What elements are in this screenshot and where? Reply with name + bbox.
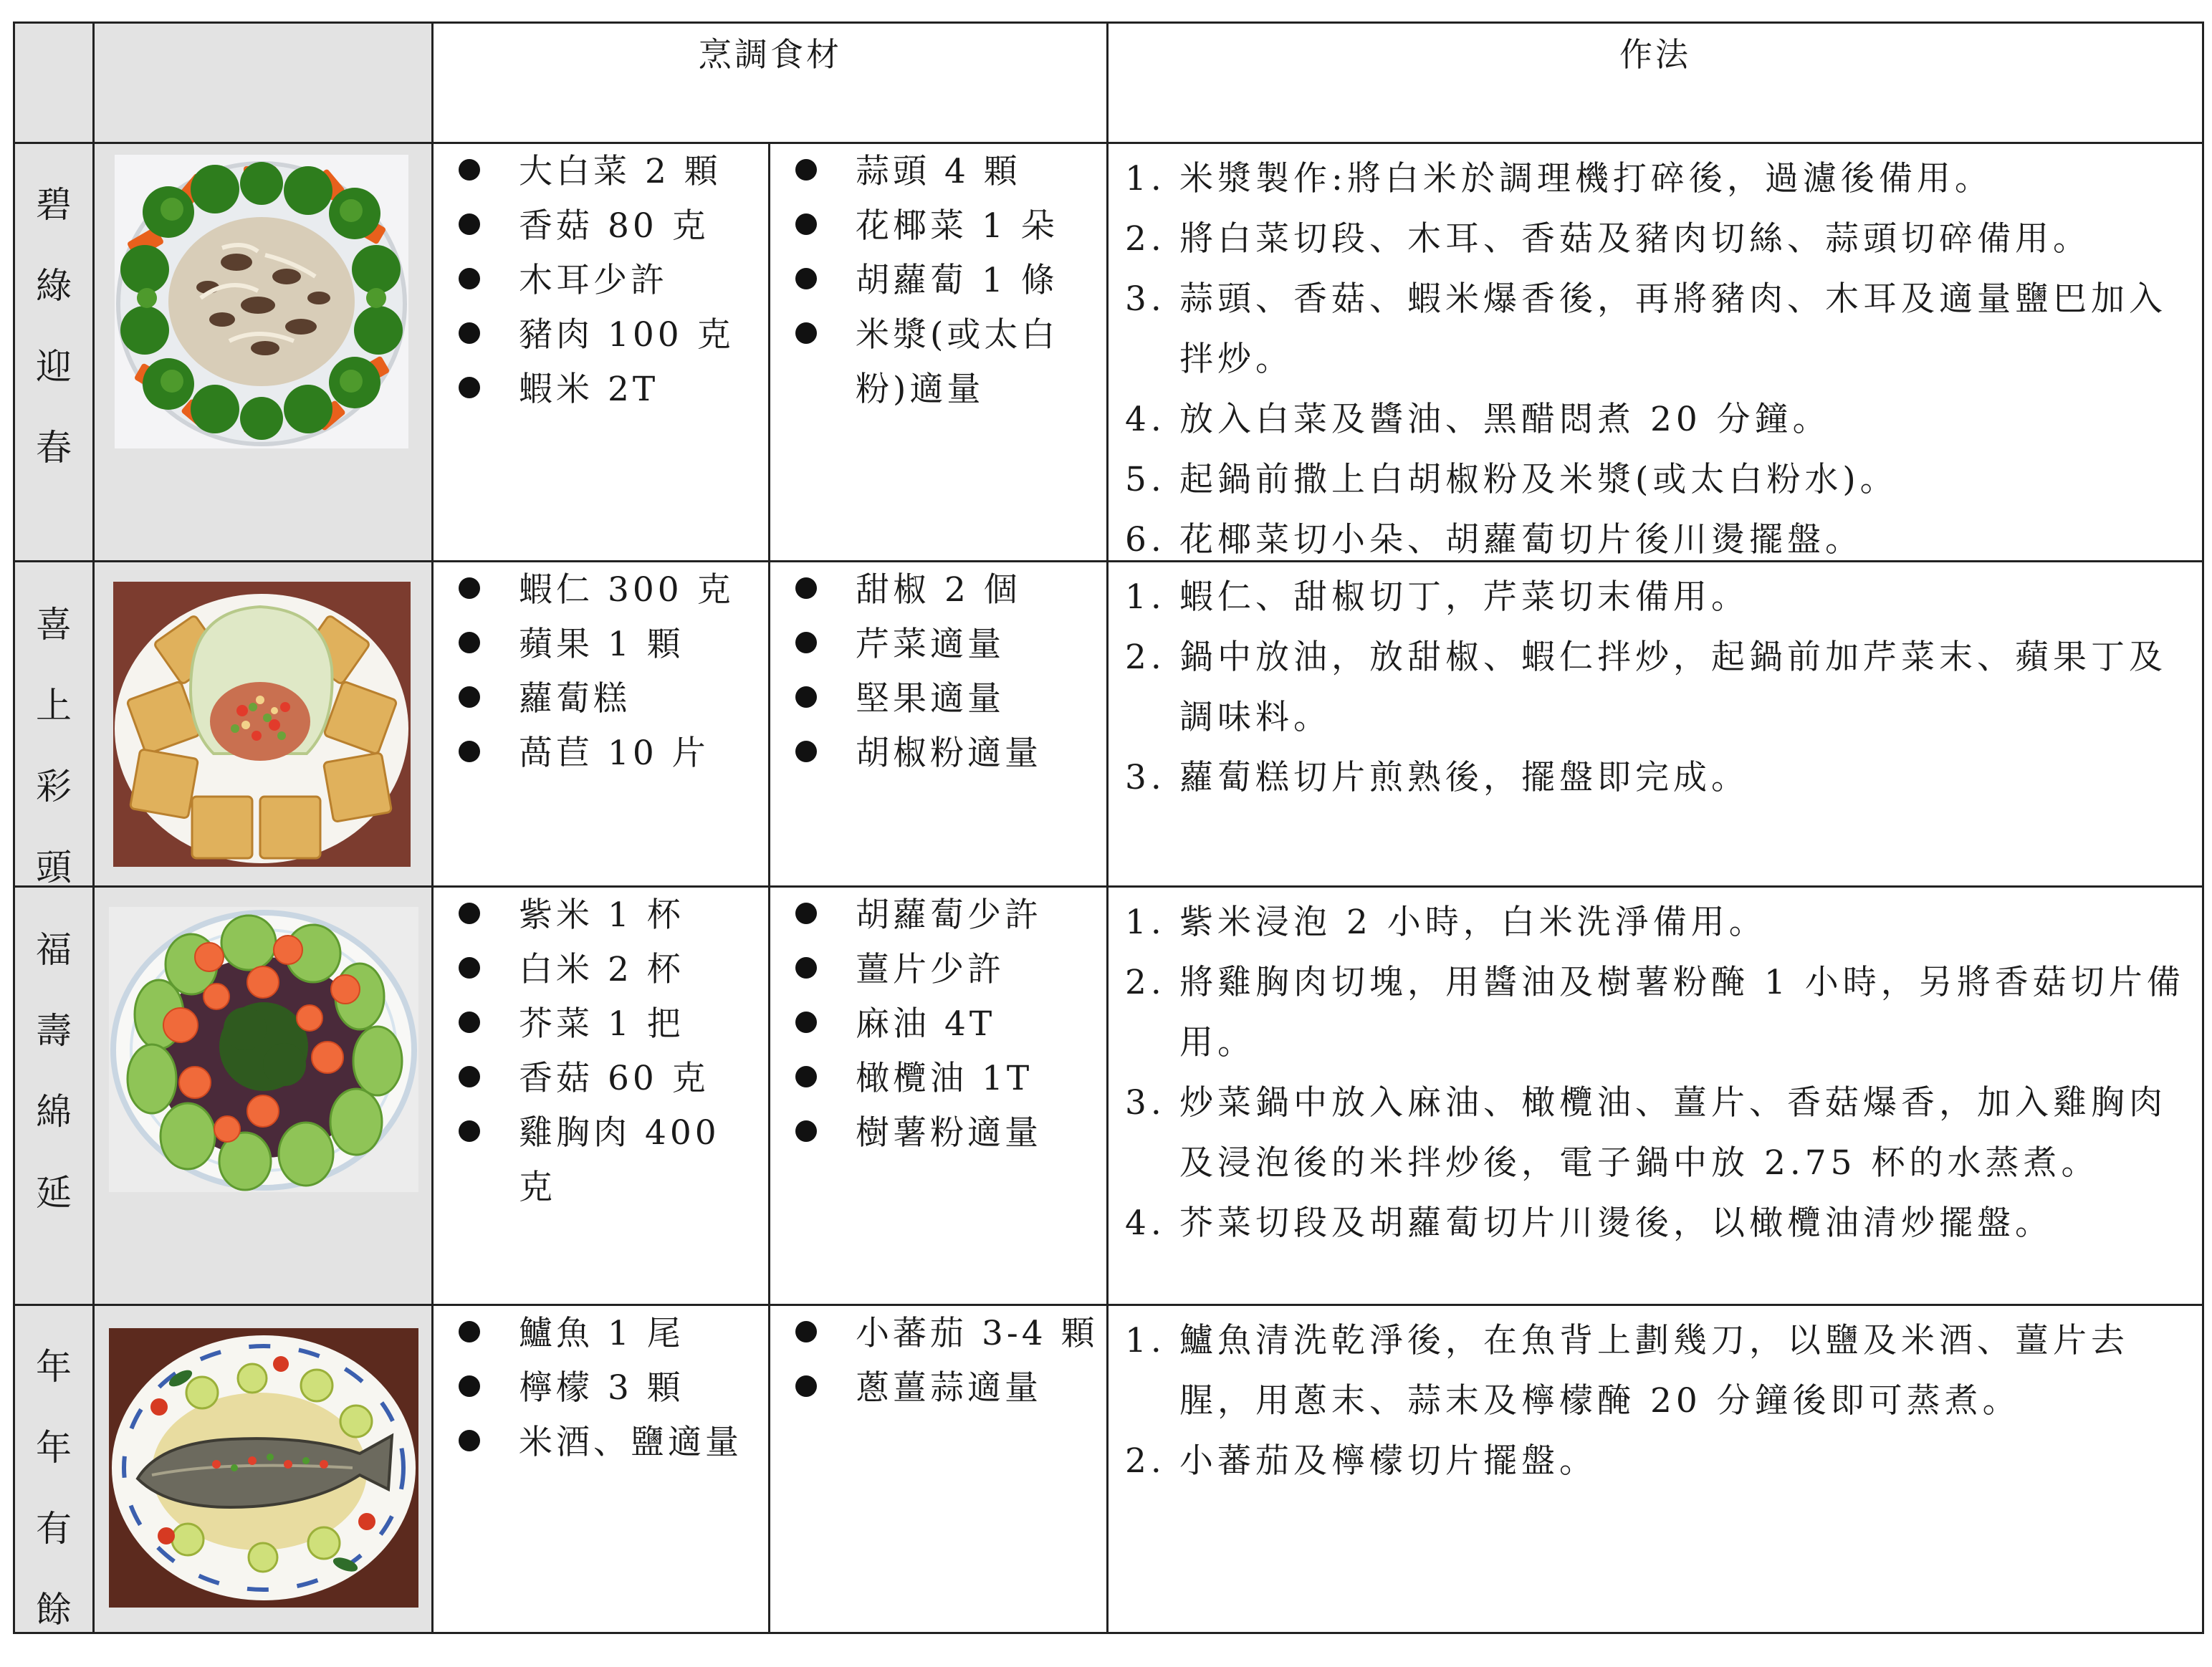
step-item: 1. 紫米浸泡 2 小時，白米洗淨備用。 [1125, 903, 1767, 942]
dish-name: 碧 綠 迎 春 [36, 184, 72, 469]
row-divider [13, 885, 2204, 888]
bullet-icon [795, 268, 817, 289]
step-item: 1. 米漿製作:將白米於調理機打碎後，過濾後備用。 [1125, 159, 1993, 198]
list-item: 甜椒 2 個 [777, 563, 1101, 618]
bullet-icon [459, 741, 480, 762]
ingredient-list-right [777, 145, 1101, 417]
bullet-icon [795, 159, 817, 181]
bullet-icon [459, 1375, 480, 1397]
bullet-icon [459, 957, 480, 979]
recipe-table [13, 21, 2204, 1633]
list-item: 橄欖油 1T [777, 1052, 1101, 1106]
bullet-icon [795, 957, 817, 979]
table-border-top [13, 21, 2204, 24]
list-item: 蔥薑蒜適量 [777, 1361, 1101, 1416]
ingredients-header: 烹調食材 [699, 35, 842, 74]
bullet-icon [795, 213, 817, 235]
method-steps [1125, 149, 2193, 570]
bullet-icon [795, 1066, 817, 1087]
list-item: 蘋果 1 顆 [440, 618, 762, 672]
step-item: 3. 蒜頭、香菇、蝦米爆香後，再將豬肉、木耳及適量鹽巴加入拌炒。 [1125, 279, 2167, 379]
bullet-icon [459, 1066, 480, 1087]
list-item: 紫米 1 杯 [440, 888, 762, 943]
list-item: 胡椒粉適量 [777, 726, 1101, 781]
list-item: 木耳少許 [440, 254, 762, 308]
bullet-icon [795, 1321, 817, 1342]
list-item: 米漿(或太白粉)適量 [777, 308, 1101, 417]
list-item: 白米 2 杯 [440, 943, 762, 997]
header-divider [13, 142, 2204, 144]
header-blank-cell [13, 21, 433, 143]
list-item: 芹菜適量 [777, 618, 1101, 672]
bullet-icon [795, 1120, 817, 1142]
bullet-icon [459, 903, 480, 924]
list-item: 花椰菜 1 朵 [777, 199, 1101, 254]
stir-fried-cabbage-photo [115, 155, 408, 448]
bullet-icon [795, 577, 817, 599]
step-item: 3. 炒菜鍋中放入麻油、橄欖油、薑片、香菇爆香，加入雞胸肉及浸泡後的米拌炒後，電子鍋中放 2.75 杯的水蒸煮。 [1125, 1083, 2167, 1183]
step-item: 6. 花椰菜切小朵、胡蘿蔔切片後川燙擺盤。 [1125, 520, 1863, 559]
list-item: 芥菜 1 把 [440, 997, 762, 1052]
column-divider [1106, 21, 1109, 1634]
list-item: 雞胸肉 400 克 [440, 1106, 762, 1215]
column-divider [768, 142, 770, 1634]
method-steps [1125, 893, 2193, 1254]
bullet-icon [459, 1120, 480, 1142]
ingredient-list-right [777, 1307, 1101, 1416]
method-steps [1125, 1311, 2193, 1491]
step-item: 4. 芥菜切段及胡蘿蔔切片川燙後，以橄欖油清炒擺盤。 [1125, 1204, 2053, 1243]
bullet-icon [459, 1430, 480, 1451]
bullet-icon [795, 632, 817, 653]
list-item: 蘿蔔糕 [440, 672, 762, 726]
list-item: 樹薯粉適量 [777, 1106, 1101, 1161]
list-item: 蒜頭 4 顆 [777, 145, 1101, 199]
list-item: 香菇 80 克 [440, 199, 762, 254]
bullet-icon [459, 159, 480, 181]
ingredient-list-right [777, 563, 1101, 781]
list-item: 檸檬 3 顆 [440, 1361, 762, 1416]
list-item: 香菇 60 克 [440, 1052, 762, 1106]
column-divider [431, 21, 434, 1634]
list-item: 堅果適量 [777, 672, 1101, 726]
step-item: 2. 小蕃茄及檸檬切片擺盤。 [1125, 1441, 1597, 1481]
bullet-icon [459, 322, 480, 344]
step-item: 1. 鱸魚清洗乾淨後，在魚背上劃幾刀，以鹽及米酒、薑片去腥，用蔥末、蒜末及檸檬醃 20 分鐘後即可蒸煮。 [1125, 1321, 2129, 1421]
list-item: 胡蘿蔔少許 [777, 888, 1101, 943]
ingredient-list-right [777, 888, 1101, 1161]
list-item: 小蕃茄 3-4 顆 [777, 1307, 1101, 1361]
list-item: 麻油 4T [777, 997, 1101, 1052]
step-item: 2. 將雞胸肉切塊，用醬油及樹薯粉醃 1 小時，另將香菇切片備用。 [1125, 963, 2185, 1062]
ingredient-list-left [440, 888, 762, 1215]
method-header: 作法 [1619, 35, 1691, 74]
list-item: 豬肉 100 克 [440, 308, 762, 362]
list-item: 鱸魚 1 尾 [440, 1307, 762, 1361]
bullet-icon [459, 577, 480, 599]
purple-rice-greens-photo [109, 907, 418, 1192]
bullet-icon [459, 1321, 480, 1342]
list-item: 胡蘿蔔 1 條 [777, 254, 1101, 308]
bullet-icon [459, 213, 480, 235]
step-item: 4. 放入白菜及醬油、黑醋悶煮 20 分鐘。 [1125, 400, 1831, 439]
ingredient-list-left [440, 145, 762, 417]
dish-name: 喜 上 彩 頭 [36, 604, 72, 888]
ingredient-list-left [440, 563, 762, 781]
list-item: 薑片少許 [777, 943, 1101, 997]
list-item: 大白菜 2 顆 [440, 145, 762, 199]
step-item: 2. 將白菜切段、木耳、香菇及豬肉切絲、蒜頭切碎備用。 [1125, 219, 2091, 259]
step-item: 1. 蝦仁、甜椒切丁，芹菜切末備用。 [1125, 577, 1749, 617]
method-steps [1125, 567, 2193, 808]
row-divider [13, 1304, 2204, 1306]
bullet-icon [795, 903, 817, 924]
step-item: 2. 鍋中放油，放甜椒、蝦仁拌炒，起鍋前加芹菜末、蘋果丁及調味料。 [1125, 638, 2167, 737]
list-item: 蝦仁 300 克 [440, 563, 762, 618]
step-item: 5. 起鍋前撒上白胡椒粉及米漿(或太白粉水)。 [1125, 460, 1898, 499]
bullet-icon [795, 686, 817, 708]
list-item: 萵苣 10 片 [440, 726, 762, 781]
bullet-icon [459, 686, 480, 708]
dish-name: 福 壽 綿 延 [36, 929, 72, 1214]
bullet-icon [795, 1012, 817, 1033]
step-item: 3. 蘿蔔糕切片煎熟後，擺盤即完成。 [1125, 758, 1749, 797]
dish-name: 年 年 有 餘 [36, 1346, 72, 1630]
steamed-fish-photo [109, 1328, 418, 1608]
bullet-icon [459, 377, 480, 398]
table-border-bottom [13, 1632, 2204, 1634]
bullet-icon [795, 322, 817, 344]
ingredient-list-left [440, 1307, 762, 1470]
turnip-cake-shrimp-photo [113, 582, 411, 867]
bullet-icon [795, 1375, 817, 1397]
bullet-icon [795, 741, 817, 762]
bullet-icon [459, 268, 480, 289]
bullet-icon [459, 632, 480, 653]
list-item: 米酒、鹽適量 [440, 1416, 762, 1470]
table-border-right [2202, 21, 2204, 1634]
list-item: 蝦米 2T [440, 362, 762, 417]
bullet-icon [459, 1012, 480, 1033]
